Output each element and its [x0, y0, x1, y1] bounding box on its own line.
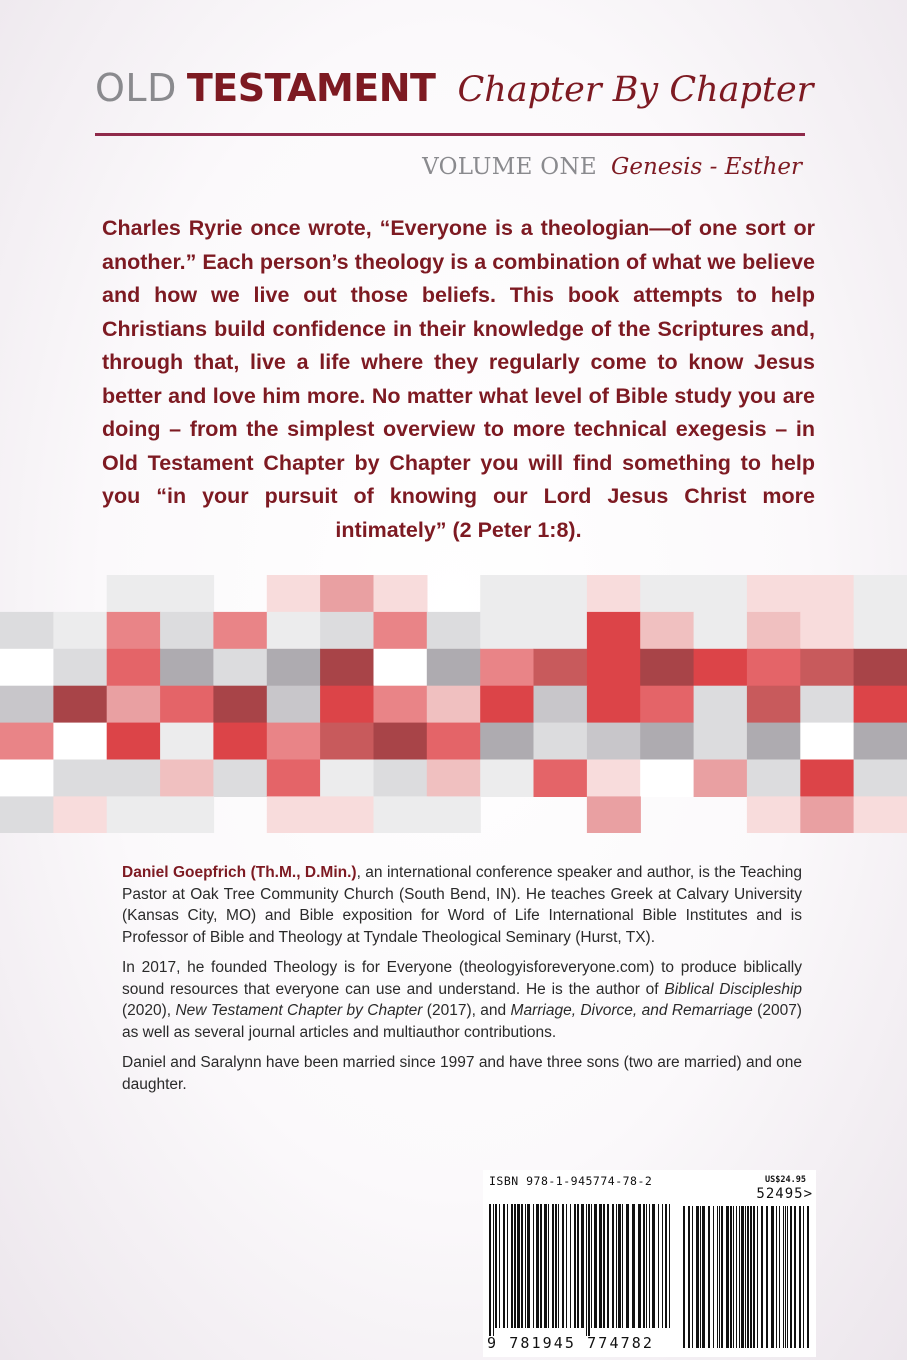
- barcode-bar: [495, 1204, 497, 1328]
- barcode-bar: [533, 1204, 534, 1328]
- barcode-bar: [586, 1204, 587, 1336]
- barcode-bar: [733, 1206, 734, 1348]
- mosaic-tile: [800, 796, 854, 833]
- mosaic-tile: [374, 796, 428, 833]
- mosaic-tile: [0, 612, 54, 650]
- mosaic-tile: [213, 686, 267, 724]
- isbn-barcode: [483, 1170, 816, 1357]
- mosaic-tile: [587, 760, 641, 798]
- barcode-bar: [626, 1204, 629, 1328]
- mosaic-tile: [427, 760, 481, 798]
- mosaic-tile: [534, 723, 588, 761]
- mosaic-tile: [107, 760, 161, 798]
- volume-line: [422, 154, 802, 180]
- bio-paragraph-2: In 2017, he founded Theology is for Everyone (theologyisforeveryone.com) to produce biblically sound resources that everyone can use and understand. He is the author of Biblical Discipleship (2020), New Testament Chapter by Chapter (2017), and Marriage, Divorce, and Remarriage (2007) as well as several journal articles and multiauthor contributions.: [122, 959, 803, 1041]
- barcode-bar: [527, 1204, 530, 1328]
- barcode-bar: [665, 1204, 667, 1328]
- mosaic-tile: [267, 649, 321, 687]
- barcode-bar: [721, 1206, 723, 1348]
- barcode-bar: [771, 1206, 774, 1348]
- mosaic-tile: [480, 575, 534, 613]
- barcode-bar: [612, 1204, 614, 1328]
- barcode-bar: [649, 1204, 650, 1328]
- mosaic-tile: [427, 796, 481, 833]
- barcode-bar: [574, 1204, 576, 1328]
- mosaic-tile: [320, 612, 374, 650]
- mosaic-tile: [374, 760, 428, 798]
- mosaic-tile: [374, 649, 428, 687]
- mosaic-tile: [694, 649, 748, 687]
- barcode-bar: [719, 1206, 720, 1348]
- mosaic-tile: [53, 796, 107, 833]
- mosaic-tile: [107, 723, 161, 761]
- barcode-bar: [757, 1206, 758, 1348]
- barcode-bar: [591, 1204, 592, 1328]
- barcode-bar: [499, 1204, 500, 1328]
- barcode-bar: [607, 1204, 609, 1328]
- barcode-bar: [536, 1204, 539, 1328]
- mosaic-tile: [320, 760, 374, 798]
- barcode-bar: [669, 1204, 670, 1328]
- barcode-bar: [799, 1206, 801, 1348]
- barcode-bar: [540, 1204, 542, 1328]
- barcode-bar: [750, 1206, 752, 1348]
- mosaic-tile: [800, 686, 854, 724]
- mosaic-tile: [800, 723, 854, 761]
- volume-range: Genesis - Esther: [610, 154, 802, 180]
- bio-paragraph-1: Daniel Goepfrich (Th.M., D.Min.), an international conference speaker and author, is the Teaching Pastor at Oak Tree Community Church (South Bend, IN). He teaches Greek at Calvary University (Kansas City, MO) and Bible exposition for Word of Life International Bible Institutes and is Professor of Bible and Theology at Tyndale Theological Seminary (Hurst, TX).: [122, 864, 802, 946]
- mosaic-tile: [427, 723, 481, 761]
- barcode-bar: [514, 1204, 516, 1328]
- barcode-bar: [558, 1204, 559, 1328]
- mosaic-tile: [480, 760, 534, 798]
- barcode-bar: [548, 1204, 549, 1328]
- ean-digits: 9 781945 774782: [487, 1334, 654, 1352]
- mosaic-tile: [267, 723, 321, 761]
- barcode-bar: [785, 1206, 786, 1348]
- barcode-bar: [747, 1206, 749, 1348]
- mosaic-tile: [747, 649, 801, 687]
- bio-paragraph-3: Daniel and Saralynn have been married since 1997 and have three sons (two are married) and one daughter.: [122, 1054, 802, 1093]
- barcode-bar: [708, 1206, 710, 1348]
- barcode-bar: [489, 1204, 491, 1336]
- mosaic-tile: [587, 796, 641, 833]
- mosaic-tile: [0, 760, 54, 798]
- barcode-bar: [717, 1206, 718, 1348]
- mosaic-tile: [160, 686, 214, 724]
- mosaic-tile: [427, 686, 481, 724]
- mosaic-tile: [534, 612, 588, 650]
- price-code: 52495>: [756, 1186, 813, 1202]
- mosaic-tile: [53, 612, 107, 650]
- mosaic-tile: [160, 760, 214, 798]
- title-chapter-by-chapter: Chapter By Chapter: [457, 70, 814, 110]
- barcode-bar: [803, 1206, 804, 1348]
- barcode-bar: [761, 1206, 763, 1348]
- barcode-bar: [594, 1204, 597, 1328]
- mosaic-tile: [694, 760, 748, 798]
- mosaic-tile: [747, 612, 801, 650]
- barcode-bar: [638, 1204, 641, 1328]
- barcode-bar: [616, 1204, 617, 1328]
- barcode-bar: [766, 1206, 768, 1348]
- mosaic-tile: [640, 760, 694, 798]
- mosaic-tile: [640, 575, 694, 613]
- barcode-bar: [779, 1206, 780, 1348]
- mosaic-tile: [320, 649, 374, 687]
- mosaic-tile: [800, 760, 854, 798]
- mosaic-tile: [534, 575, 588, 613]
- mosaic-tile: [854, 686, 907, 724]
- mosaic-tile: [747, 723, 801, 761]
- mosaic-tile: [427, 612, 481, 650]
- barcode-bar: [588, 1204, 590, 1336]
- barcode-bar: [511, 1204, 513, 1328]
- barcode-bar: [562, 1204, 564, 1328]
- mosaic-tile: [320, 723, 374, 761]
- mosaic-tile: [53, 760, 107, 798]
- mosaic-tile: [854, 796, 907, 833]
- mosaic-tile: [480, 649, 534, 687]
- barcode-bar: [692, 1206, 693, 1348]
- barcode-bar: [646, 1204, 647, 1328]
- barcode-bar: [603, 1204, 605, 1328]
- mosaic-tile: [53, 723, 107, 761]
- mosaic-tile: [747, 796, 801, 833]
- mosaic-tile: [0, 723, 54, 761]
- book-blurb: Charles Ryrie once wrote, “Everyone is a theologian—of one sort or another.” Each person’s theology is a combination of what we believe and how we live out those beliefs. This book attempts to help Christians build confidence in their knowledge of the Scriptures and, through that, live a life where they regularly come to know Jesus better and love him more. No matter what level of Bible study you are doing – from the simplest overview to more technical exegesis – in Old Testament Chapter by Chapter you will find something to help you “in your pursuit of knowing our Lord Jesus Christ more intimately” (2 Peter 1:8).: [102, 216, 815, 542]
- mosaic-tile: [534, 760, 588, 798]
- mosaic-tile: [160, 723, 214, 761]
- mosaic-tile: [747, 575, 801, 613]
- mosaic-tile: [587, 723, 641, 761]
- barcode-bar: [599, 1204, 602, 1328]
- barcode-bar: [517, 1204, 520, 1328]
- isbn-label: ISBN 978-1-945774-78-2: [489, 1174, 653, 1188]
- mosaic-tile: [374, 612, 428, 650]
- barcode-bar: [643, 1204, 645, 1328]
- barcode-bar: [745, 1206, 746, 1348]
- title-old: OLD: [95, 66, 177, 110]
- barcode-bar: [736, 1206, 737, 1348]
- mosaic-tile: [107, 612, 161, 650]
- mosaic-tile: [213, 760, 267, 798]
- barcode-bar: [544, 1204, 547, 1328]
- mosaic-tile: [800, 575, 854, 613]
- mosaic-tile: [374, 686, 428, 724]
- mosaic-tile: [694, 723, 748, 761]
- mosaic-tile: [427, 649, 481, 687]
- mosaic-tile: [53, 686, 107, 724]
- barcode-bar: [552, 1204, 554, 1328]
- mosaic-tile: [854, 723, 907, 761]
- mosaic-tile: [107, 575, 161, 613]
- barcode-bar: [525, 1204, 526, 1328]
- barcode-bar: [521, 1204, 523, 1328]
- mosaic-tile: [374, 575, 428, 613]
- mosaic-tile: [534, 686, 588, 724]
- barcode-bar: [783, 1206, 784, 1348]
- book-title-new-testament: New Testament Chapter by Chapter: [175, 1002, 423, 1019]
- barcode-bar: [700, 1206, 701, 1348]
- barcode-bar: [688, 1206, 690, 1348]
- barcode-bar: [776, 1206, 777, 1348]
- mosaic-tile: [854, 649, 907, 687]
- mosaic-tile: [694, 686, 748, 724]
- mosaic-tile: [854, 760, 907, 798]
- mosaic-tile: [640, 612, 694, 650]
- barcode-bar: [632, 1204, 635, 1328]
- mosaic-tile: [854, 575, 907, 613]
- mosaic-tile: [213, 649, 267, 687]
- mosaic-tile: [480, 686, 534, 724]
- price-label: US$24.95: [765, 1175, 806, 1185]
- book-title-marriage: Marriage, Divorce, and Remarriage: [510, 1002, 753, 1019]
- barcode-bar: [662, 1204, 663, 1328]
- mosaic-tile: [160, 575, 214, 613]
- mosaic-tile: [640, 723, 694, 761]
- mosaic-tile: [694, 575, 748, 613]
- mosaic-tile: [587, 686, 641, 724]
- author-name: Daniel Goepfrich (Th.M., D.Min.): [122, 864, 357, 881]
- author-bio: [122, 862, 802, 1104]
- mosaic-tile: [480, 723, 534, 761]
- barcode-bar: [566, 1204, 567, 1328]
- barcode-bar: [503, 1204, 505, 1328]
- book-title-biblical-discipleship: Biblical Discipleship: [664, 980, 803, 998]
- barcode-bar: [702, 1206, 705, 1348]
- barcode-bar: [493, 1204, 494, 1336]
- barcode-bar: [581, 1204, 584, 1328]
- title-testament: TESTAMENT: [186, 66, 436, 110]
- mosaic-tile: [160, 649, 214, 687]
- mosaic-tile: [267, 686, 321, 724]
- mosaic-tile: [213, 723, 267, 761]
- barcode-bar: [739, 1206, 740, 1348]
- barcode-bar: [622, 1204, 623, 1328]
- barcode-bar: [658, 1204, 659, 1328]
- mosaic-tile: [0, 796, 54, 833]
- mosaic-tile: [160, 612, 214, 650]
- mosaic-tile: [320, 796, 374, 833]
- barcode-bar: [790, 1206, 792, 1348]
- mosaic-tile: [694, 612, 748, 650]
- mosaic-tile: [854, 612, 907, 650]
- mosaic-tile: [0, 686, 54, 724]
- barcode-bar: [794, 1206, 796, 1348]
- barcode-bar: [507, 1204, 508, 1328]
- mosaic-tile: [160, 796, 214, 833]
- mosaic-tile: [213, 612, 267, 650]
- mosaic-tile: [640, 649, 694, 687]
- mosaic-tile: [267, 575, 321, 613]
- barcode-bar: [570, 1204, 571, 1328]
- volume-label: VOLUME ONE: [422, 154, 597, 180]
- mosaic-tile: [587, 612, 641, 650]
- barcode-bar: [741, 1206, 744, 1348]
- mosaic-tile: [107, 796, 161, 833]
- mosaic-tile: [534, 649, 588, 687]
- mosaic-tile: [587, 649, 641, 687]
- barcode-bar: [730, 1206, 732, 1348]
- mosaic-tile: [747, 760, 801, 798]
- barcode-bar: [696, 1206, 699, 1348]
- barcode-bar: [807, 1206, 809, 1348]
- mosaic-tile: [0, 649, 54, 687]
- mosaic-tile: [480, 612, 534, 650]
- barcode-bar: [618, 1204, 621, 1328]
- mosaic-tile: [107, 686, 161, 724]
- barcode-bar: [683, 1206, 685, 1348]
- mosaic-tile: [587, 575, 641, 613]
- pixel-mosaic-graphic: [0, 575, 907, 833]
- barcode-bar: [577, 1204, 579, 1328]
- mosaic-tile: [267, 612, 321, 650]
- barcode-bar: [555, 1204, 557, 1328]
- mosaic-tile: [640, 686, 694, 724]
- barcode-bar: [726, 1206, 729, 1348]
- barcode-bar: [652, 1204, 655, 1328]
- mosaic-tile: [800, 649, 854, 687]
- mosaic-tile: [800, 612, 854, 650]
- mosaic-tile: [374, 723, 428, 761]
- mosaic-tile: [267, 760, 321, 798]
- mosaic-tile: [53, 649, 107, 687]
- mosaic-tile: [267, 796, 321, 833]
- barcode-bar: [713, 1206, 714, 1348]
- mosaic-tile: [320, 686, 374, 724]
- book-title: [95, 66, 815, 116]
- mosaic-tile: [320, 575, 374, 613]
- barcode-bar: [753, 1206, 755, 1348]
- mosaic-tile: [747, 686, 801, 724]
- title-divider: [95, 133, 805, 136]
- barcode-bar: [787, 1206, 788, 1348]
- mosaic-tile: [107, 649, 161, 687]
